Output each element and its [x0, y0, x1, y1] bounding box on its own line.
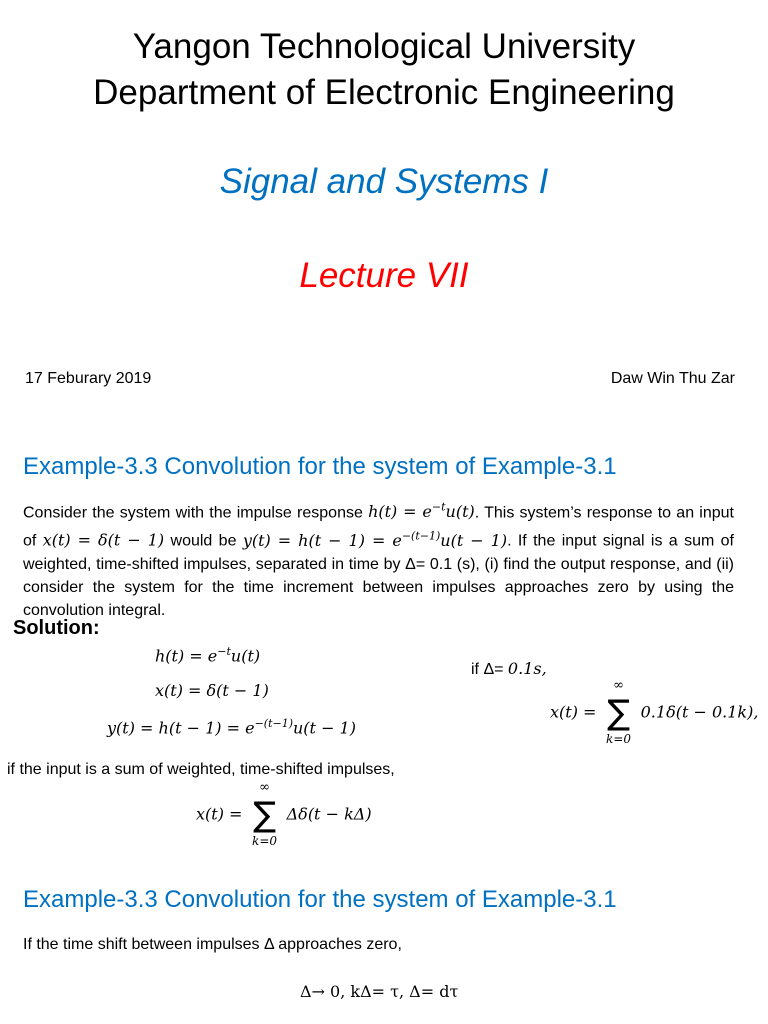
summation-icon: ∞ ∑ k=0 — [252, 800, 278, 830]
output-inline — [243, 531, 507, 550]
equation-x: x(t) = δ(t − 1) — [155, 681, 269, 700]
course-subtitle: Signal and Systems I — [219, 162, 549, 201]
title-line-university: Yangon Technological University — [132, 27, 636, 66]
para-text-1: Consider the system with the impulse response — [23, 504, 369, 522]
time-shift-text: If the time shift between impulses Δ approaches zero, — [23, 936, 402, 953]
sum2-lower: k=0 — [252, 834, 278, 848]
eq-h-exp: −t — [217, 645, 231, 658]
sum2-left: x(t) = — [196, 804, 243, 824]
example-heading-2: Example-3.3 Convolution for the system of Example-3.1 — [23, 886, 617, 913]
math-h-tail: u(t) — [445, 502, 475, 522]
lecture-title: Lecture VII — [299, 256, 469, 295]
eq-h-tail: u(t) — [230, 646, 261, 666]
math-y: y(t) = h(t − 1) = e — [242, 530, 402, 550]
problem-paragraph — [23, 496, 734, 622]
sum-equation-1 — [550, 678, 759, 746]
if-delta-value: 0.1s, — [507, 659, 547, 678]
lecturer-name: Daw Win Thu Zar — [610, 370, 735, 387]
eq-y-exp: −(t−1) — [254, 717, 293, 730]
math-y-exp: −(t−1) — [401, 529, 441, 543]
university-title — [0, 24, 768, 116]
sum2-upper: ∞ — [259, 780, 270, 795]
solution-label: Solution: — [13, 617, 100, 639]
equation-h — [155, 645, 260, 665]
if-delta-condition — [471, 659, 547, 679]
limit-equation: Δ→ 0, kΔ= τ, Δ= dτ — [300, 982, 459, 1001]
input-inline: x(t) = δ(t − 1) — [42, 530, 165, 550]
title-line-department: Department of Electronic Engineering — [93, 73, 675, 112]
example-heading-1: Example-3.3 Convolution for the system of Example-3.1 — [23, 453, 617, 480]
lecture-date: 17 Feburary 2019 — [25, 370, 152, 387]
math-y-tail: u(t − 1) — [440, 530, 508, 550]
summation-icon: ∞ ∑ k=0 — [606, 698, 632, 728]
eq-h-main: h(t) = e — [155, 646, 218, 666]
math-h-exp: −t — [431, 501, 446, 514]
para-text-4: . If the input signal is a sum of weighted, time-shifted impulses, separated in time by Δ= 0.1 (s), (i) find the output response, and (ii) consider the system for the time increment between impulses approaches zero by using the convolution integral. — [23, 532, 734, 619]
eq-y-main: y(t) = h(t − 1) = e — [107, 718, 255, 738]
para-text-2: . This system’s response to an input of — [23, 504, 734, 550]
sum2-right: Δδ(t − kΔ) — [286, 804, 372, 824]
if-delta-text: if Δ= — [471, 661, 508, 678]
sum1-right: 0.1δ(t − 0.1k), — [640, 702, 759, 722]
math-h: h(t) = e — [368, 502, 432, 522]
sum1-left: x(t) = — [550, 702, 597, 722]
equation-y — [107, 717, 356, 737]
para-text-3: would be — [164, 532, 243, 550]
input-description: if the input is a sum of weighted, time-shifted impulses, — [7, 761, 395, 778]
sum1-lower: k=0 — [606, 732, 632, 746]
eq-y-tail: u(t − 1) — [293, 718, 356, 738]
sum1-upper: ∞ — [613, 678, 624, 693]
impulse-response-inline — [368, 502, 475, 521]
sum-equation-2 — [196, 780, 372, 848]
